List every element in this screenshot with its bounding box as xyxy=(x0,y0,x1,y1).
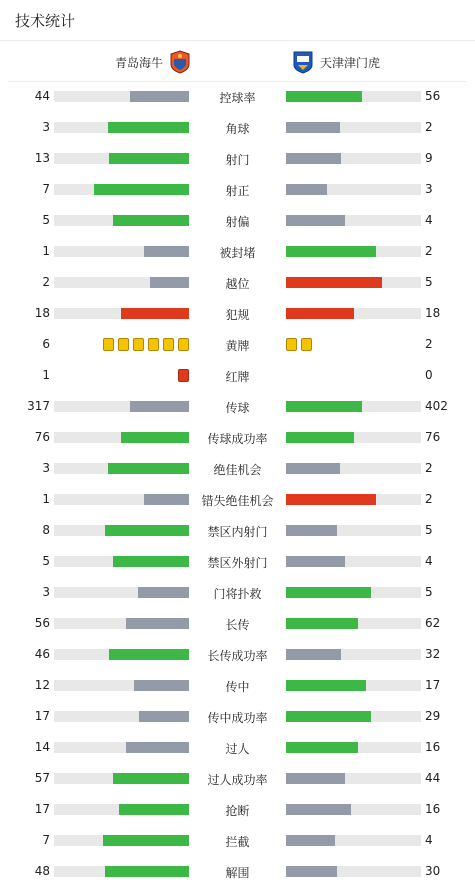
stat-row xyxy=(0,329,475,360)
home-stat-value: 57 xyxy=(34,771,50,785)
stat-row xyxy=(0,81,475,112)
away-stat-bar xyxy=(286,308,421,319)
home-stat-bar xyxy=(54,587,189,598)
away-stat-value: 5 xyxy=(425,585,433,599)
home-stat-value: 3 xyxy=(42,585,50,599)
home-stat-value: 5 xyxy=(42,213,50,227)
home-stat-value: 1 xyxy=(42,244,50,258)
stat-label: 传球 xyxy=(225,401,250,415)
home-stat-bar-fill xyxy=(108,122,189,133)
home-stat-bar xyxy=(54,773,189,784)
away-team-name: 天津津门虎 xyxy=(320,55,381,70)
stat-label: 角球 xyxy=(225,122,250,136)
away-stat-bar-fill xyxy=(286,680,366,691)
qingdao-hainiu-badge-icon xyxy=(169,50,191,74)
home-stat-value: 7 xyxy=(42,182,50,196)
away-stat-value: 4 xyxy=(425,213,433,227)
home-stat-bar xyxy=(54,184,189,195)
home-stat-bar-fill xyxy=(105,525,189,536)
away-stat-value: 0 xyxy=(425,368,433,382)
away-stat-value: 17 xyxy=(425,678,441,692)
away-stat-bar-fill xyxy=(286,835,335,846)
away-stat-value: 32 xyxy=(425,647,441,661)
home-stat-value: 7 xyxy=(42,833,50,847)
yellow-card-icon xyxy=(301,338,312,351)
away-stat-bar-fill xyxy=(286,556,345,567)
home-stat-bar-fill xyxy=(119,804,189,815)
away-stat-value: 76 xyxy=(425,430,441,444)
stat-row xyxy=(0,205,475,236)
away-stat-value: 4 xyxy=(425,554,433,568)
home-stat-value: 12 xyxy=(34,678,50,692)
away-stat-value: 29 xyxy=(425,709,441,723)
away-stat-bar-fill xyxy=(286,122,340,133)
teams-bar xyxy=(8,41,466,82)
home-stat-value: 46 xyxy=(34,647,50,661)
stat-label: 拦截 xyxy=(225,835,250,849)
stat-row xyxy=(0,577,475,608)
stat-row xyxy=(0,701,475,732)
home-stat-bar xyxy=(54,711,189,722)
away-stat-bar-fill xyxy=(286,308,354,319)
home-stat-value: 17 xyxy=(34,802,50,816)
away-stat-value: 18 xyxy=(425,306,441,320)
stat-row xyxy=(0,794,475,825)
home-cards xyxy=(178,369,189,382)
away-stat-value: 2 xyxy=(425,337,433,351)
away-stat-bar-fill xyxy=(286,773,345,784)
away-stat-bar-fill xyxy=(286,618,358,629)
home-stat-value: 14 xyxy=(34,740,50,754)
stat-row xyxy=(0,639,475,670)
away-stat-bar xyxy=(286,866,421,877)
home-stat-value: 317 xyxy=(27,399,50,413)
stat-label: 射偏 xyxy=(225,215,250,229)
away-stat-bar xyxy=(286,680,421,691)
home-stat-bar-fill xyxy=(126,618,189,629)
home-stat-bar-fill xyxy=(134,680,189,691)
home-stat-bar xyxy=(54,742,189,753)
away-stat-value: 402 xyxy=(425,399,448,413)
home-stat-bar-fill xyxy=(113,556,189,567)
away-stat-bar-fill xyxy=(286,215,345,226)
away-stat-bar-fill xyxy=(286,153,341,164)
home-stat-bar-fill xyxy=(126,742,189,753)
stat-row xyxy=(0,484,475,515)
home-stat-bar xyxy=(54,649,189,660)
yellow-card-icon xyxy=(118,338,129,351)
away-stat-value: 16 xyxy=(425,740,441,754)
away-stat-bar xyxy=(286,618,421,629)
home-team[interactable] xyxy=(115,50,191,74)
away-stat-bar-fill xyxy=(286,91,362,102)
stat-label: 门将扑救 xyxy=(213,587,262,601)
away-stat-value: 2 xyxy=(425,120,433,134)
away-stat-bar-fill xyxy=(286,494,376,505)
away-stat-bar xyxy=(286,463,421,474)
stat-row xyxy=(0,360,475,391)
away-stat-bar xyxy=(286,432,421,443)
stat-label: 被封堵 xyxy=(219,246,256,260)
stat-label: 抢断 xyxy=(225,804,250,818)
stat-label: 传中成功率 xyxy=(207,711,268,725)
home-stat-bar xyxy=(54,556,189,567)
home-stat-value: 56 xyxy=(34,616,50,630)
home-stat-value: 5 xyxy=(42,554,50,568)
stat-label: 传中 xyxy=(225,680,250,694)
away-stat-value: 2 xyxy=(425,461,433,475)
home-stat-bar-fill xyxy=(105,866,189,877)
home-stat-bar xyxy=(54,463,189,474)
away-stat-bar xyxy=(286,215,421,226)
away-stat-bar xyxy=(286,184,421,195)
home-stat-bar-fill xyxy=(113,773,189,784)
home-stat-value: 2 xyxy=(42,275,50,289)
home-stat-bar xyxy=(54,680,189,691)
stat-label: 黄牌 xyxy=(225,339,250,353)
stat-label: 长传成功率 xyxy=(207,649,268,663)
stat-row xyxy=(0,174,475,205)
away-stat-bar-fill xyxy=(286,401,362,412)
away-stat-bar-fill xyxy=(286,184,327,195)
away-stat-bar xyxy=(286,277,421,288)
home-stat-bar xyxy=(54,618,189,629)
home-stat-bar-fill xyxy=(113,215,189,226)
stat-label: 射正 xyxy=(225,184,250,198)
home-stat-bar-fill xyxy=(139,711,189,722)
stat-row xyxy=(0,453,475,484)
away-stat-bar-fill xyxy=(286,587,371,598)
away-stat-value: 5 xyxy=(425,275,433,289)
home-stat-value: 1 xyxy=(42,368,50,382)
stat-row xyxy=(0,763,475,794)
home-stat-value: 8 xyxy=(42,523,50,537)
away-stat-value: 2 xyxy=(425,492,433,506)
yellow-card-icon xyxy=(286,338,297,351)
stat-row xyxy=(0,236,475,267)
stat-row xyxy=(0,267,475,298)
home-stat-bar xyxy=(54,835,189,846)
stat-label: 射门 xyxy=(225,153,250,167)
yellow-card-icon xyxy=(163,338,174,351)
away-stat-value: 4 xyxy=(425,833,433,847)
home-stat-value: 3 xyxy=(42,461,50,475)
home-stat-bar-fill xyxy=(130,401,189,412)
away-stat-value: 30 xyxy=(425,864,441,878)
home-stat-value: 6 xyxy=(42,337,50,351)
home-team-name: 青岛海牛 xyxy=(114,55,163,70)
away-stat-bar-fill xyxy=(286,804,351,815)
away-stat-bar xyxy=(286,246,421,257)
home-stat-bar-fill xyxy=(144,246,189,257)
away-stat-bar-fill xyxy=(286,246,376,257)
away-stat-bar xyxy=(286,91,421,102)
home-stat-value: 17 xyxy=(34,709,50,723)
stat-label: 控球率 xyxy=(219,91,256,105)
section-header xyxy=(0,0,475,41)
stat-label: 过人成功率 xyxy=(207,773,268,787)
away-stat-bar xyxy=(286,525,421,536)
home-stat-bar xyxy=(54,215,189,226)
away-team[interactable] xyxy=(292,50,380,74)
away-stat-value: 2 xyxy=(425,244,433,258)
yellow-card-icon xyxy=(178,338,189,351)
away-stat-bar xyxy=(286,401,421,412)
home-stat-value: 3 xyxy=(42,120,50,134)
home-stat-bar xyxy=(54,804,189,815)
away-stat-value: 44 xyxy=(425,771,441,785)
stat-row xyxy=(0,608,475,639)
home-stat-value: 48 xyxy=(34,864,50,878)
home-stat-bar-fill xyxy=(144,494,189,505)
home-stat-value: 44 xyxy=(34,89,50,103)
home-stat-bar xyxy=(54,246,189,257)
yellow-card-icon xyxy=(103,338,114,351)
away-stat-bar-fill xyxy=(286,525,337,536)
stat-row xyxy=(0,391,475,422)
away-stat-bar xyxy=(286,153,421,164)
stat-label: 越位 xyxy=(225,277,250,291)
home-stat-bar-fill xyxy=(103,835,189,846)
away-stat-value: 16 xyxy=(425,802,441,816)
home-stat-bar-fill xyxy=(94,184,189,195)
away-stat-bar xyxy=(286,773,421,784)
stat-label: 禁区内射门 xyxy=(207,525,268,539)
away-stat-value: 3 xyxy=(425,182,433,196)
home-stat-bar xyxy=(54,401,189,412)
home-stat-bar-fill xyxy=(109,649,189,660)
stat-label: 解围 xyxy=(225,866,250,880)
away-stat-bar-fill xyxy=(286,649,341,660)
stat-label: 红牌 xyxy=(225,370,250,384)
stat-row xyxy=(0,546,475,577)
stat-label: 长传 xyxy=(225,618,250,632)
home-cards xyxy=(103,338,189,351)
away-stat-bar xyxy=(286,835,421,846)
home-stat-value: 13 xyxy=(34,151,50,165)
home-stat-bar xyxy=(54,277,189,288)
away-stat-bar xyxy=(286,122,421,133)
away-stat-bar-fill xyxy=(286,866,337,877)
home-stat-bar-fill xyxy=(121,432,189,443)
home-stat-bar-fill xyxy=(150,277,189,288)
section-title: 技术统计 xyxy=(15,12,76,30)
stat-label: 犯规 xyxy=(225,308,250,322)
home-stat-value: 1 xyxy=(42,492,50,506)
home-stat-bar xyxy=(54,308,189,319)
stat-label: 传球成功率 xyxy=(207,432,268,446)
away-stat-bar xyxy=(286,742,421,753)
home-stat-bar xyxy=(54,494,189,505)
home-stat-bar-fill xyxy=(108,463,189,474)
away-stat-bar-fill xyxy=(286,463,340,474)
away-stat-bar-fill xyxy=(286,742,358,753)
home-stat-value: 18 xyxy=(34,306,50,320)
away-stat-bar xyxy=(286,804,421,815)
away-stat-bar xyxy=(286,556,421,567)
yellow-card-icon xyxy=(148,338,159,351)
home-stat-bar xyxy=(54,91,189,102)
stat-row xyxy=(0,422,475,453)
yellow-card-icon xyxy=(133,338,144,351)
away-stat-bar xyxy=(286,587,421,598)
home-stat-bar-fill xyxy=(109,153,189,164)
tianjin-jinmen-tiger-badge-icon xyxy=(292,50,314,74)
home-stat-bar-fill xyxy=(130,91,189,102)
stats-list xyxy=(0,81,475,887)
home-stat-value: 76 xyxy=(34,430,50,444)
away-stat-value: 56 xyxy=(425,89,441,103)
stat-row xyxy=(0,112,475,143)
home-stat-bar xyxy=(54,153,189,164)
stat-row xyxy=(0,143,475,174)
home-stat-bar-fill xyxy=(121,308,189,319)
away-stat-value: 5 xyxy=(425,523,433,537)
stat-row xyxy=(0,298,475,329)
home-stat-bar xyxy=(54,122,189,133)
away-stat-bar-fill xyxy=(286,432,354,443)
stat-label: 禁区外射门 xyxy=(207,556,268,570)
stat-label: 错失绝佳机会 xyxy=(201,494,274,508)
stat-label: 过人 xyxy=(225,742,250,756)
red-card-icon xyxy=(178,369,189,382)
stat-row xyxy=(0,856,475,887)
stat-row xyxy=(0,515,475,546)
away-stat-bar-fill xyxy=(286,277,382,288)
stat-row xyxy=(0,732,475,763)
home-stat-bar xyxy=(54,525,189,536)
away-stat-value: 9 xyxy=(425,151,433,165)
stat-row xyxy=(0,670,475,701)
stat-label: 绝佳机会 xyxy=(213,463,262,477)
away-stat-bar-fill xyxy=(286,711,371,722)
away-stat-value: 62 xyxy=(425,616,441,630)
home-stat-bar-fill xyxy=(138,587,189,598)
away-stat-bar xyxy=(286,711,421,722)
away-cards xyxy=(286,338,312,351)
away-stat-bar xyxy=(286,494,421,505)
away-stat-bar xyxy=(286,649,421,660)
home-stat-bar xyxy=(54,866,189,877)
stat-row xyxy=(0,825,475,856)
home-stat-bar xyxy=(54,432,189,443)
